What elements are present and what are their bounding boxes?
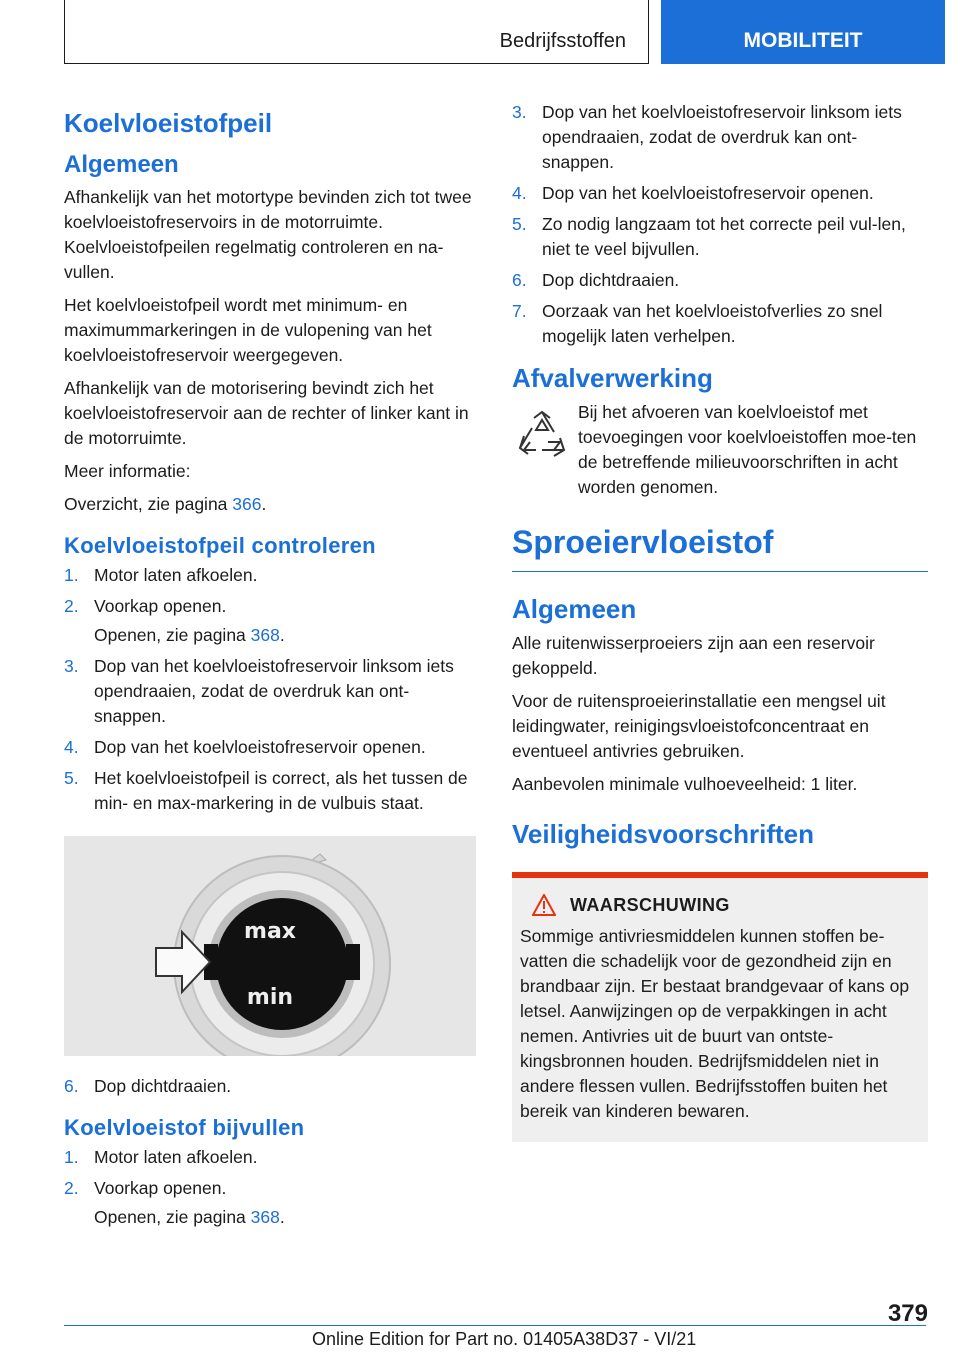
coolant-level-title: Koelvloeistofpeil bbox=[64, 108, 273, 138]
list-item bbox=[64, 563, 476, 588]
step-number: 1. bbox=[64, 565, 79, 585]
general-para-3: Afhankelijk van de motorisering bevindt zich het koelvloeistofreservoir aan de rechter of linker kant in de motorruimte. bbox=[64, 378, 469, 448]
check-steps-final bbox=[64, 1074, 476, 1099]
min-mark-label: min bbox=[246, 985, 294, 1010]
step-number: 5. bbox=[64, 768, 79, 788]
general-heading: Algemeen bbox=[64, 151, 179, 178]
step-text: Voorkap openen. bbox=[94, 596, 227, 616]
general-para-1: Afhankelijk van het motortype bevinden zich tot twee koelvloeistofreservoirs in de motorruimte. Koelvloeistofpeilen regelmatig controleren en na-vullen. bbox=[64, 187, 472, 282]
open-page-link[interactable]: 368 bbox=[250, 625, 280, 645]
check-steps bbox=[64, 563, 476, 619]
right-column bbox=[512, 100, 928, 1142]
disposal-block bbox=[512, 400, 928, 500]
list-item bbox=[64, 1176, 476, 1201]
page-number: 379 bbox=[887, 1300, 928, 1327]
open-text: Openen, zie pagina bbox=[94, 625, 251, 645]
overview-page-link[interactable]: 366 bbox=[232, 494, 262, 514]
overview-end: . bbox=[261, 494, 267, 514]
step-number: 6. bbox=[512, 270, 527, 290]
warning-text: Sommige antivriesmiddelen kunnen stoffen be-vatten die schadelijk voor de gezondheid zijn en brandbaar zijn. Er bestaat brandgevaar of kans op letsel. Aanwijzingen op de verpakkingen in acht nemen. Antivries uit de buurt van ontste-kingsbronnen houden. Bedrijfsmiddelen niet in andere flessen vullen. Bedrijfsstoffen buiten het bereik van kinderen bewaren. bbox=[520, 926, 910, 1121]
open-end: . bbox=[279, 1207, 285, 1227]
open-reference bbox=[64, 623, 476, 648]
warning-triangle-icon bbox=[532, 894, 556, 916]
step-text: Dop dichtdraaien. bbox=[542, 270, 680, 290]
check-steps-cont bbox=[64, 654, 476, 816]
step-text: Dop van het koelvloeistofreservoir linksom iets opendraaien, zodat de overdruk kan ont-snappen. bbox=[94, 656, 454, 726]
step-text: Dop van het koelvloeistofreservoir openen. bbox=[542, 183, 874, 203]
step-number: 2. bbox=[64, 1178, 79, 1198]
overview-text: Overzicht, zie pagina bbox=[64, 494, 233, 514]
header-chapter-title: MOBILITEIT bbox=[743, 29, 863, 52]
warning-header bbox=[532, 894, 920, 916]
open-end: . bbox=[279, 625, 285, 645]
step-number: 5. bbox=[512, 214, 527, 234]
footer-rule bbox=[64, 1325, 926, 1349]
header-chapter-tab[interactable] bbox=[661, 0, 945, 64]
open-text: Openen, zie pagina bbox=[94, 1207, 251, 1227]
footer-edition: Online Edition for Part no. 01405A38D37 - VI/21 bbox=[312, 1329, 697, 1349]
disposal-text: Bij het afvoeren van koelvloeistof met toevoegingen voor koelvloeistoffen moe-ten de betreffende milieuvoorschriften in acht worden genomen. bbox=[578, 402, 917, 497]
header-section-box bbox=[64, 0, 649, 64]
max-mark-label: max bbox=[244, 919, 296, 944]
list-item bbox=[64, 1145, 476, 1170]
step-number: 4. bbox=[64, 737, 79, 757]
list-item bbox=[512, 181, 928, 206]
fill-open-page-link[interactable]: 368 bbox=[250, 1207, 280, 1227]
step-number: 7. bbox=[512, 301, 527, 321]
step-text: Het koelvloeistofpeil is correct, als het tussen de min- en max-markering in de vulbuis staat. bbox=[94, 768, 468, 813]
check-heading: Koelvloeistofpeil controleren bbox=[64, 533, 376, 558]
washer-para-3: Aanbevolen minimale vulhoeveelheid: 1 liter. bbox=[512, 774, 858, 794]
list-item bbox=[512, 299, 928, 349]
step-number: 6. bbox=[64, 1076, 79, 1096]
more-info-label: Meer informatie: bbox=[64, 461, 191, 481]
filler-neck-illustration bbox=[64, 836, 476, 1056]
list-item bbox=[512, 100, 928, 175]
step-number: 2. bbox=[64, 596, 79, 616]
washer-para-1: Alle ruitenwisserproeiers zijn aan een reservoir gekoppeld. bbox=[512, 633, 875, 678]
step-text: Dop van het koelvloeistofreservoir openen. bbox=[94, 737, 426, 757]
step-number: 3. bbox=[512, 102, 527, 122]
fill-heading: Koelvloeistof bijvullen bbox=[64, 1115, 305, 1140]
warning-label: WAARSCHUWING bbox=[570, 894, 730, 915]
step-text: Dop dichtdraaien. bbox=[94, 1076, 232, 1096]
general-para-2: Het koelvloeistofpeil wordt met minimum- en maximummarkeringen in de vulopening van het koelvloeistofreservoir weergegeven. bbox=[64, 295, 432, 365]
step-text: Voorkap openen. bbox=[94, 1178, 227, 1198]
washer-fluid-title: Sproeiervloeistof bbox=[512, 524, 928, 572]
fill-steps-cont bbox=[512, 100, 928, 349]
list-item bbox=[64, 735, 476, 760]
warning-box bbox=[512, 872, 928, 1142]
step-text: Motor laten afkoelen. bbox=[94, 1147, 258, 1167]
coolant-filler-figure bbox=[64, 836, 476, 1056]
step-text: Oorzaak van het koelvloeistofverlies zo snel mogelijk laten verhelpen. bbox=[542, 301, 883, 346]
list-item bbox=[64, 594, 476, 619]
washer-para-2: Voor de ruitensproeierinstallatie een mengsel uit leidingwater, reinigingsvloeistofconcentraat en eventueel antivries gebruiken. bbox=[512, 691, 886, 761]
step-number: 4. bbox=[512, 183, 527, 203]
header-section-title: Bedrijfsstoffen bbox=[499, 30, 626, 52]
left-column bbox=[64, 100, 476, 1236]
step-text: Zo nodig langzaam tot het correcte peil vul-len, niet te veel bijvullen. bbox=[542, 214, 906, 259]
list-item bbox=[64, 1074, 476, 1099]
fill-open-reference bbox=[64, 1205, 476, 1230]
overview-reference bbox=[64, 492, 476, 517]
list-item bbox=[512, 212, 928, 262]
list-item bbox=[64, 654, 476, 729]
step-number: 3. bbox=[64, 656, 79, 676]
step-text: Motor laten afkoelen. bbox=[94, 565, 258, 585]
fill-steps bbox=[64, 1145, 476, 1201]
list-item bbox=[512, 268, 928, 293]
step-text: Dop van het koelvloeistofreservoir linksom iets opendraaien, zodat de overdruk kan ont-snappen. bbox=[542, 102, 902, 172]
list-item bbox=[64, 766, 476, 816]
disposal-heading: Afvalverwerking bbox=[512, 363, 713, 393]
step-number: 1. bbox=[64, 1147, 79, 1167]
recycle-icon bbox=[514, 408, 570, 464]
washer-general-heading: Algemeen bbox=[512, 594, 637, 624]
safety-heading: Veiligheidsvoorschriften bbox=[512, 819, 814, 849]
